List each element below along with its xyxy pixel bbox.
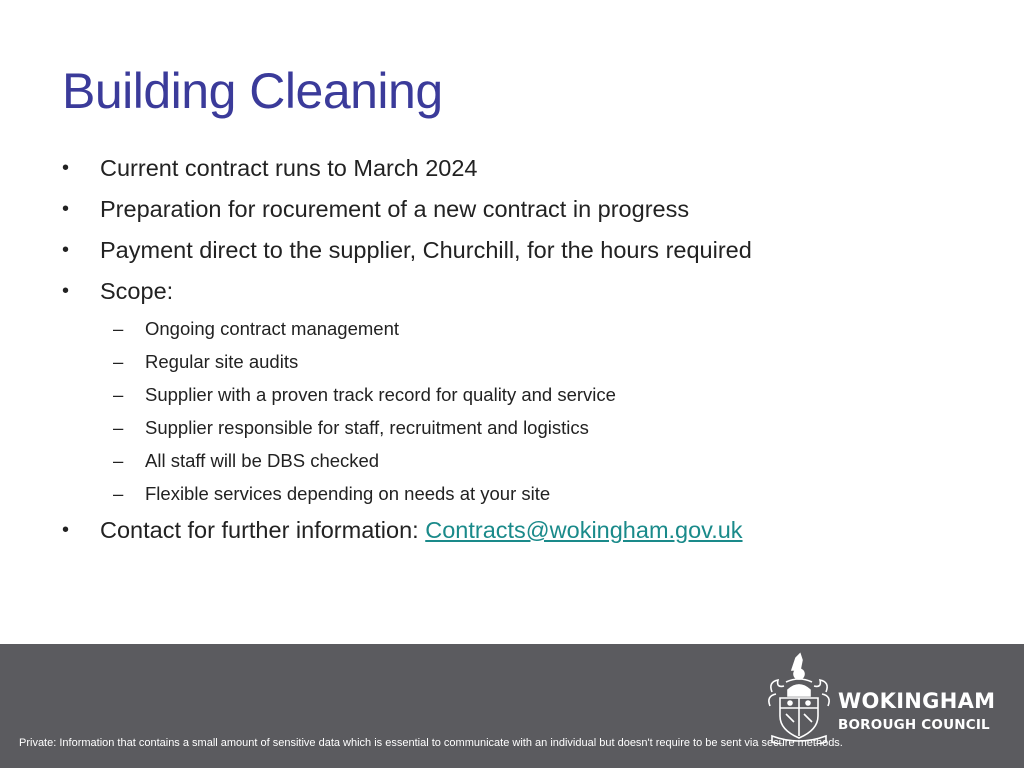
bullet-item-contact: [62, 510, 1002, 551]
bullet-item: [62, 189, 1002, 230]
sub-bullet-text: Flexible services depending on needs at your site: [145, 483, 551, 504]
dash-icon: –: [113, 318, 124, 339]
sub-bullet-text: Ongoing contract management: [145, 318, 400, 339]
bullet-icon: •: [62, 239, 70, 261]
sub-bullet-text: Supplier responsible for staff, recruitment and logistics: [145, 417, 589, 438]
bullet-icon: •: [62, 157, 70, 179]
contact-email-link[interactable]: Contracts@wokingham.gov.uk: [425, 517, 743, 543]
bullet-text: Payment direct to the supplier, Churchill, for the hours required: [100, 237, 752, 263]
dash-icon: –: [113, 483, 124, 504]
bullet-icon: •: [62, 519, 70, 541]
bullet-icon: •: [62, 198, 70, 220]
sub-bullet-text: Regular site audits: [145, 351, 299, 372]
bullet-item: [62, 148, 1002, 189]
bullet-text: Current contract runs to March 2024: [100, 155, 478, 181]
sub-bullet-text: Supplier with a proven track record for quality and service: [145, 384, 616, 405]
sub-bullet-item: [62, 345, 1002, 378]
sub-bullet-item: [62, 411, 1002, 444]
dash-icon: –: [113, 417, 124, 438]
slide-title: Building Cleaning: [62, 63, 443, 119]
scope-sublist: [62, 312, 1002, 510]
sub-bullet-item: [62, 444, 1002, 477]
dash-icon: –: [113, 450, 124, 471]
bullet-icon: •: [62, 280, 70, 302]
dash-icon: –: [113, 384, 124, 405]
sub-bullet-text: All staff will be DBS checked: [145, 450, 380, 471]
sub-bullet-item: [62, 312, 1002, 345]
council-crest-icon: [766, 652, 832, 744]
sub-bullet-item: [62, 378, 1002, 411]
bullet-text: Preparation for rocurement of a new contract in progress: [100, 196, 690, 222]
org-name-line2: BOROUGH COUNCIL: [838, 717, 990, 733]
bullet-item: [62, 271, 1002, 312]
contact-label: Contact for further information:: [100, 517, 426, 543]
org-name-line1: WOKINGHAM: [838, 689, 996, 713]
privacy-notice: Private: Information that contains a small amount of sensitive data which is essential to communicate with an individual but doesn't require to be sent via secure methods.: [19, 737, 843, 749]
bullet-item: [62, 230, 1002, 271]
dash-icon: –: [113, 351, 124, 372]
bullet-list: [62, 148, 1002, 551]
scope-sublist-container: [62, 312, 1002, 510]
sub-bullet-item: [62, 477, 1002, 510]
bullet-text: Scope:: [100, 278, 174, 304]
